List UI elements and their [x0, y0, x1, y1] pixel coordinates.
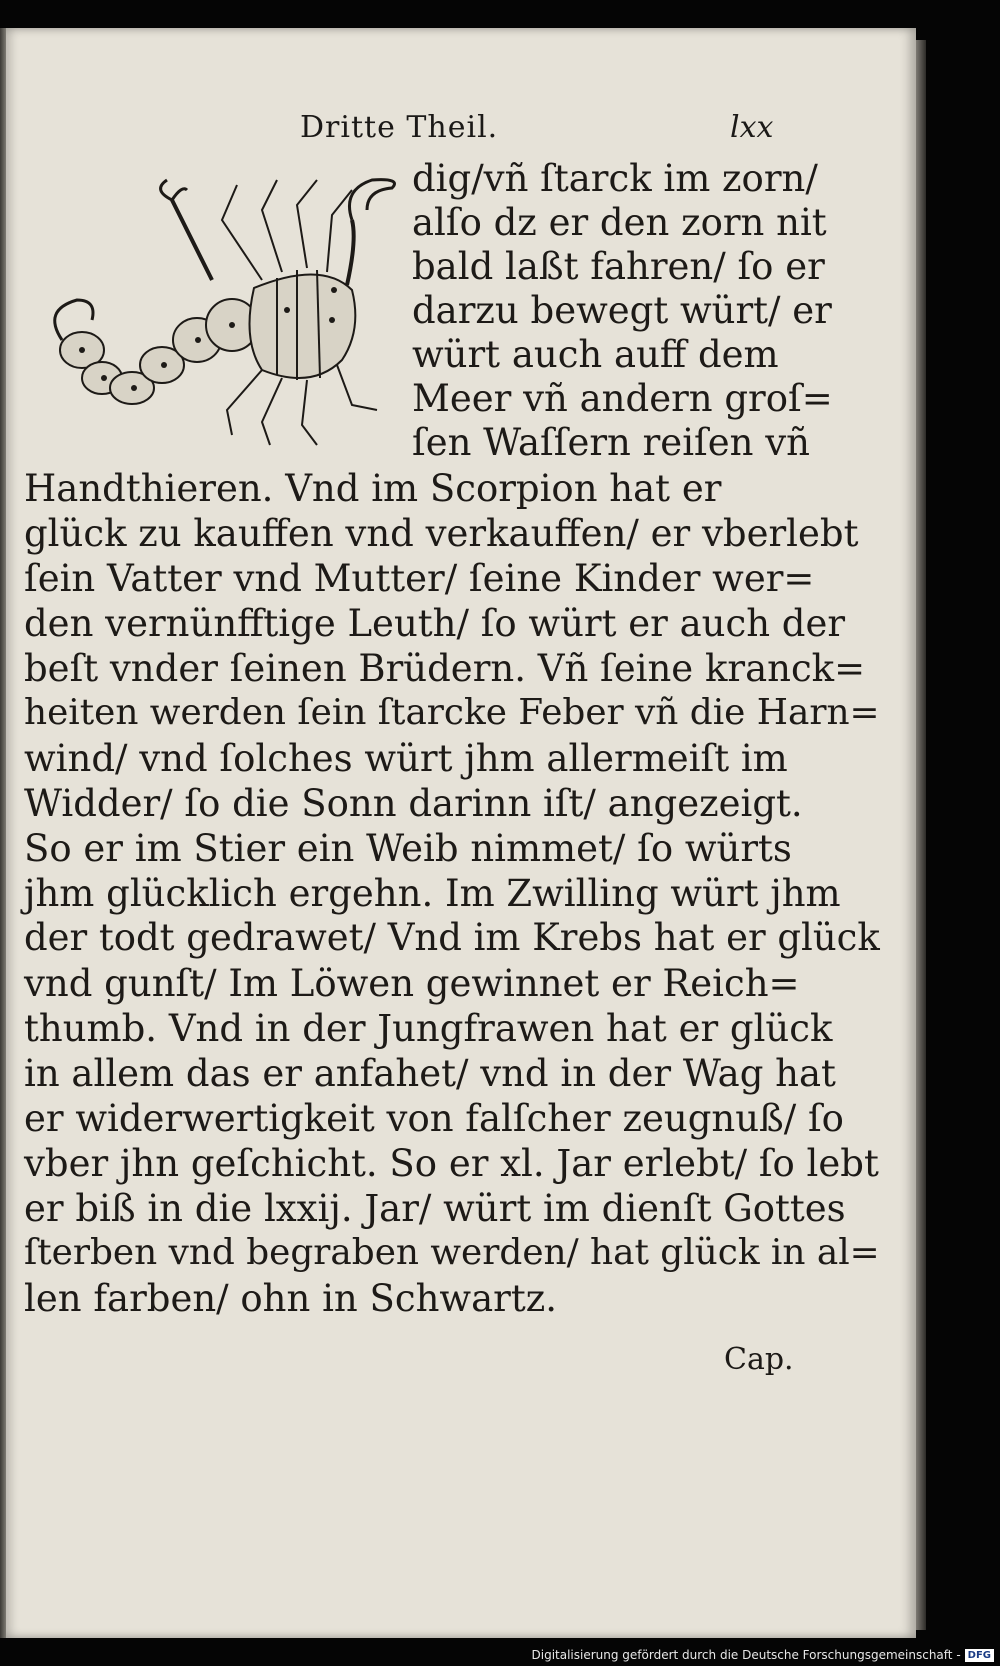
text-line: Meer vñ andern groſ=: [412, 377, 833, 420]
text-line: dig/vñ ſtarck im zorn/: [412, 157, 818, 200]
running-head: Dritte Theil.: [300, 110, 499, 145]
text-line: darzu bewegt würt/ er: [412, 289, 832, 332]
text-line: heiten werden ſein ſtarcke Feber vñ die Harn=: [24, 692, 880, 733]
text-line: er widerwertigkeit von falſcher zeugnuß/ ſo: [24, 1097, 844, 1140]
text-line: len farben/ ohn in Schwartz.: [24, 1277, 557, 1320]
text-line: in allem das er anfahet/ vnd in der Wag hat: [24, 1052, 836, 1095]
text-line: bald laßt fahren/ ſo er: [412, 245, 825, 288]
text-line: ſterben vnd begraben werden/ hat glück in al=: [24, 1232, 880, 1273]
text-line: jhm glücklich ergehn. Im Zwilling würt jhm: [24, 872, 841, 915]
text-line: vnd gunſt/ Im Löwen gewinnet er Reich=: [24, 962, 800, 1005]
credit-text: Digitalisierung gefördert durch die Deutsche Forschungsgemeinschaft -: [531, 1648, 961, 1662]
text-line: wind/ vnd ſolches würt jhm allermeiſt im: [24, 737, 788, 780]
folio-number: lxx: [730, 110, 774, 145]
text-line: alſo dz er den zorn nit: [412, 201, 827, 244]
text-line: Handthieren. Vnd im Scorpion hat er: [24, 467, 722, 510]
dfg-logo: DFG: [965, 1649, 994, 1662]
text-line: ſein Vatter vnd Mutter/ ſeine Kinder wer=: [24, 557, 815, 600]
text-line: glück zu kauffen vnd verkauffen/ er vberlebt: [24, 512, 859, 555]
text-line: So er im Stier ein Weib nimmet/ ſo würts: [24, 827, 792, 870]
text-line: er biß in die lxxij. Jar/ würt im dienſt Gottes: [24, 1187, 846, 1230]
digitization-credit: [532, 1648, 995, 1662]
text-line: ſen Waſſern reiſen vñ: [412, 421, 810, 464]
scorpion-woodcut-icon: [22, 160, 402, 460]
text-line: beſt vnder ſeinen Brüdern. Vñ ſeine kranck=: [24, 647, 866, 690]
text-line: würt auch auff dem: [412, 333, 779, 376]
text-line: der todt gedrawet/ Vnd im Krebs hat er glück: [24, 916, 880, 959]
text-line: vber jhn geſchicht. So er xl. Jar erlebt/ ſo lebt: [24, 1142, 879, 1185]
page-edge: [916, 40, 926, 1630]
text-line: den vernünfftige Leuth/ ſo würt er auch der: [24, 602, 846, 645]
catchword: Cap.: [724, 1342, 794, 1377]
text-line: Widder/ ſo die Sonn darinn iſt/ angezeigt.: [24, 782, 803, 825]
text-line: thumb. Vnd in der Jungfrawen hat er glück: [24, 1007, 833, 1050]
